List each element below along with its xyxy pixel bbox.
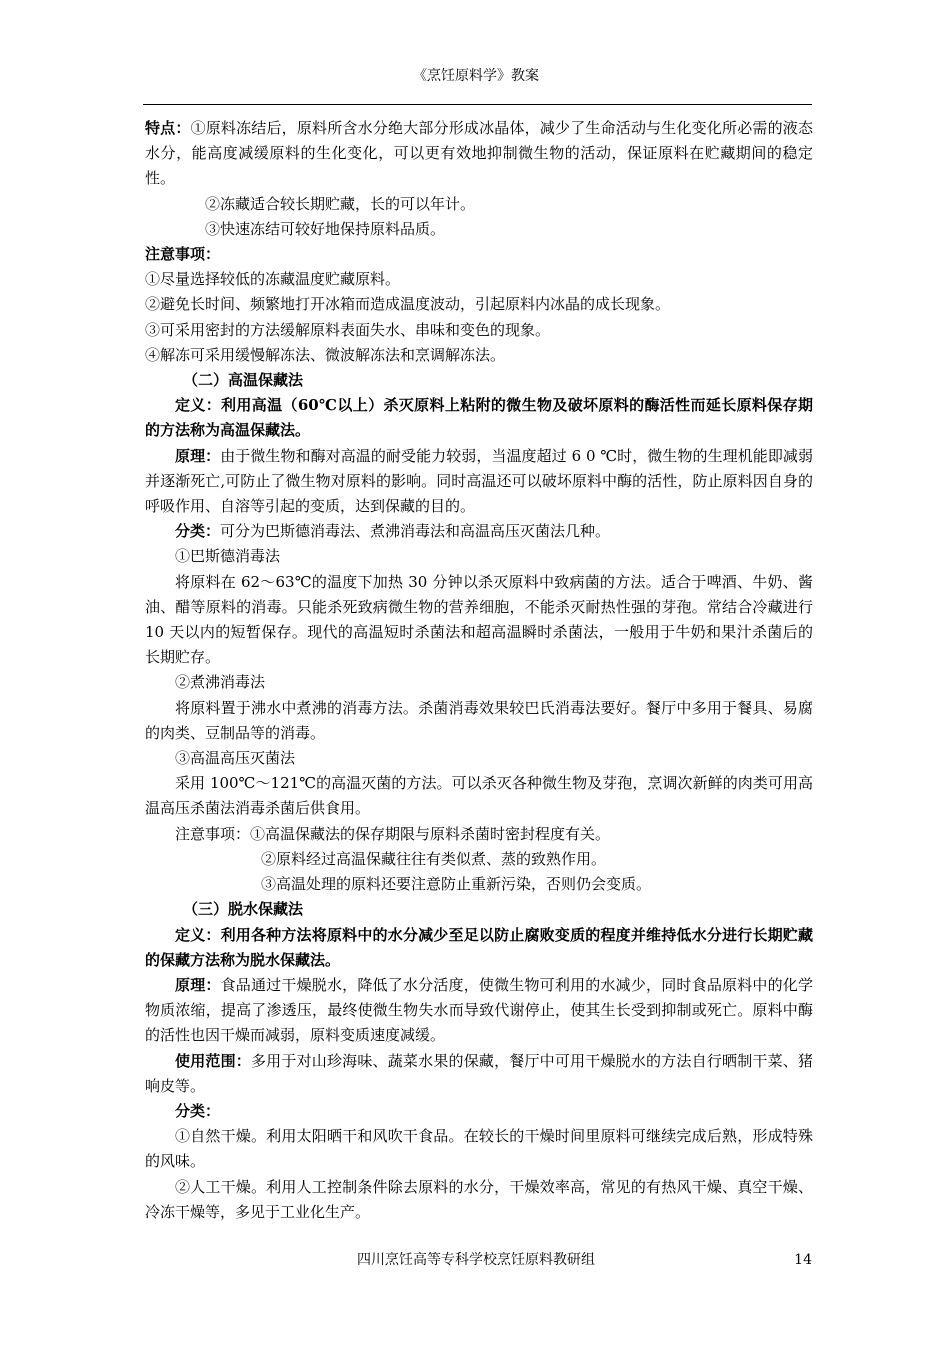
notes-item: ②避免长时间、频繁地打开冰箱而造成温度波动，引起原料内冰晶的成长现象。 xyxy=(145,295,671,314)
page-footer: 四川烹饪高等专科学校烹饪原料教研组 xyxy=(357,1252,595,1268)
principle-label: 原理： xyxy=(175,446,221,465)
classification-label: 分类： xyxy=(175,522,221,541)
dehydration-natural-drying: ①自然干燥。利用太阳晒干和风吹干食品。在较长的干燥时间里原料可继续完成后熟，形成特殊的风味。 xyxy=(145,1127,813,1171)
features-label: 特点： xyxy=(145,119,191,137)
high-temp-notes-2: ②原料经过高温保藏往往有类似煮、蒸的致熟作用。 xyxy=(261,849,607,868)
high-temp-notes-3: ③高温处理的原料还要注意防止重新污染，否则仍会变质。 xyxy=(261,875,652,894)
usage-text: 多用于对山珍海味、蔬菜水果的保藏，餐厅中可用干燥脱水的方法自行晒制干菜、猪响皮等。 xyxy=(145,1051,813,1095)
classification-text: 可分为巴斯德消毒法、煮沸消毒法和高温高压灭菌法几种。 xyxy=(220,522,611,541)
features-text-3: ③快速冻结可较好地保持原料品质。 xyxy=(205,219,446,238)
notes-item: ④解冻可采用缓慢解冻法、微波解冻法和烹调解冻法。 xyxy=(145,345,506,364)
section-title-high-temp: （二）高温保藏法 xyxy=(183,371,304,390)
method-pasteur-title: ①巴斯德消毒法 xyxy=(175,547,281,566)
page-number: 14 xyxy=(794,1252,812,1268)
method-autoclave-title: ③高温高压灭菌法 xyxy=(175,749,296,768)
high-temp-definition: 定义：利用高温（60℃以上）杀灭原料上粘附的微生物及破坏原料的酶活性而延长原料保存期的方法称为高温保藏法。 xyxy=(145,396,813,440)
principle-label: 原理： xyxy=(175,975,221,994)
page-header: 《烹饪原料学》教案 xyxy=(413,68,539,84)
features-text-2: ②冻藏适合较长期贮藏，长的可以年计。 xyxy=(205,194,476,213)
high-temp-principle xyxy=(145,444,813,520)
dehydration-definition: 定义：利用各种方法将原料中的水分减少至足以防止腐败变质的程度并维持低水分进行长期贮藏的保藏方法称为脱水保藏法。 xyxy=(145,925,813,969)
dehydration-usage xyxy=(145,1049,813,1099)
document-body xyxy=(145,116,813,1225)
features-paragraph xyxy=(145,116,813,192)
dehydration-artificial-drying: ②人工干燥。利用人工控制条件除去原料的水分，干燥效率高，常见的有热风干燥、真空干燥、冷冻干燥等，多见于工业化生产。 xyxy=(145,1177,813,1221)
high-temp-classification xyxy=(145,519,813,544)
principle-text: 由于微生物和酶对高温的耐受能力较弱，当温度超过 6 0 ℃时，微生物的生理机能即减弱并逐渐死亡,可防止了微生物对原料的影响。同时高温还可以破坏原料中酶的活性，防止原料因自身的呼吸作用、自溶等引起的变质，达到保藏的目的。 xyxy=(145,446,813,516)
principle-text: 食品通过干燥脱水，降低了水分活度，使微生物可利用的水减少，同时食品原料中的化学物质浓缩，提高了渗透压，最终使微生物失水而导致代谢停止，使其生长受到抑制或死亡。原料中酶的活性也因干燥而减弱，原料变质速度减缓。 xyxy=(145,975,813,1045)
usage-label: 使用范围： xyxy=(175,1051,251,1070)
high-temp-notes-1: 注意事项：①高温保藏法的保存期限与原料杀菌时密封程度有关。 xyxy=(175,824,611,843)
method-boiling-text: 将原料置于沸水中煮沸的消毒方法。杀菌消毒效果较巴氏消毒法要好。餐厅中多用于餐具、易腐的肉类、豆制品等的消毒。 xyxy=(145,698,813,742)
notes-item: ③可采用密封的方法缓解原料表面失水、串味和变色的现象。 xyxy=(145,320,551,339)
method-boiling-title: ②煮沸消毒法 xyxy=(175,673,266,692)
dehydration-classification-label: 分类： xyxy=(175,1101,221,1120)
dehydration-principle xyxy=(145,973,813,1049)
header-rule xyxy=(143,104,812,105)
features-text-1: ①原料冻结后，原料所含水分绝大部分形成冰晶体，减少了生命活动与生化变化所必需的液态水分，能高度减缓原料的生化变化，可以更有效地抑制微生物的活动，保证原料在贮藏期间的稳定性。 xyxy=(145,119,813,188)
notes-item: ①尽量选择较低的冻藏温度贮藏原料。 xyxy=(145,270,401,289)
method-autoclave-text: 采用 100℃～121℃的高温灭菌的方法。可以杀灭各种微生物及芽孢，烹调次新鲜的肉类可用高温高压杀菌法消毒杀菌后供食用。 xyxy=(145,774,813,818)
notes-title: 注意事项： xyxy=(145,245,221,264)
section-title-dehydration: （三）脱水保藏法 xyxy=(183,900,304,919)
method-pasteur-text: 将原料在 62～63℃的温度下加热 30 分钟以杀灭原料中致病菌的方法。适合于啤酒、牛奶、酱油、醋等原料的消毒。只能杀死致病微生物的营养细胞，不能杀灭耐热性强的芽孢。常结合冷藏进行 10 天以内的短暂保存。现代的高温短时杀菌法和超高温瞬时杀菌法，一般用于牛奶和果汁杀菌后的长期贮存。 xyxy=(145,572,813,667)
